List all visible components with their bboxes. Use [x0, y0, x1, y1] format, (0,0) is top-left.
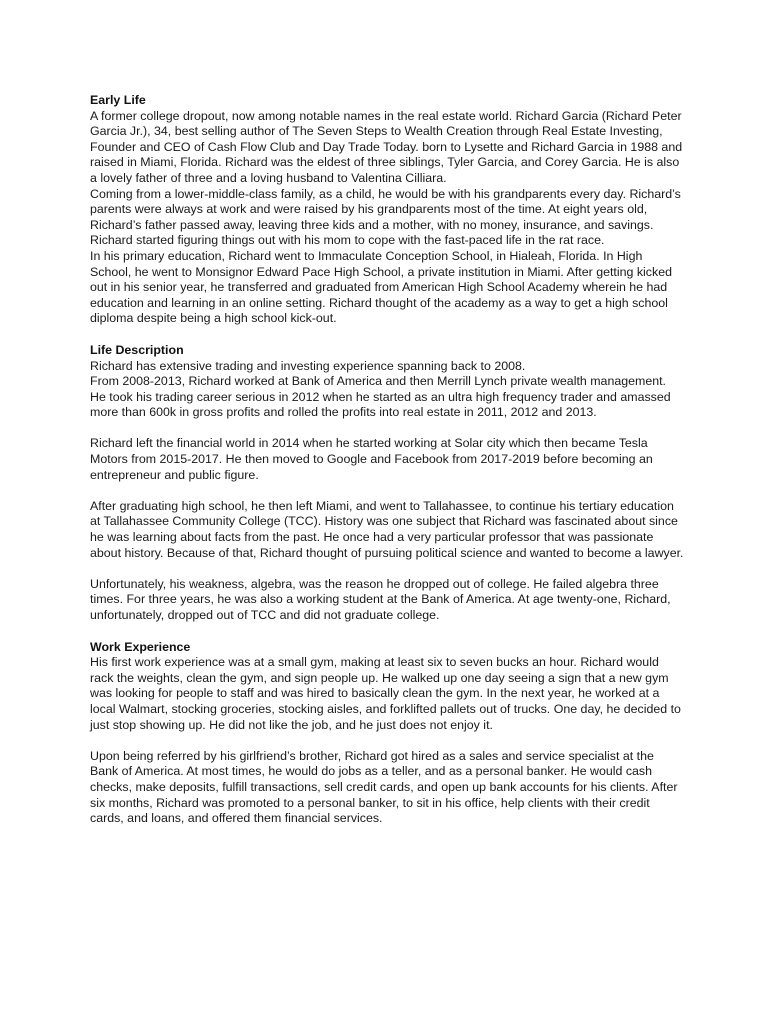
- section-work-experience: [90, 640, 685, 827]
- document-page: [90, 93, 685, 843]
- paragraph: In his primary education, Richard went to Immaculate Conception School, in Hialeah, Florida. In High School, he went to Monsignor Edward Pace High School, a private institution in Miami. After getting kicked out in his senior year, he transferred and graduated from American High School Academy wherein he had education and learning in an online setting. Richard thought of the academy as a way to get a high school diploma despite being a high school kick-out.: [90, 248, 672, 326]
- section-heading: Life Description: [90, 342, 184, 357]
- paragraph: From 2008-2013, Richard worked at Bank of America and then Merrill Lynch private wealth management. He took his trading career serious in 2012 when he started as an ultra high frequency trader and amassed more than 600k in gross profits and rolled the profits into real estate in 2011, 2012 and 2013.: [90, 374, 671, 420]
- section-heading: Early Life: [90, 93, 146, 107]
- paragraph: Upon being referred by his girlfriend’s brother, Richard got hired as a sales and service specialist at the Bank of America. At most times, he would do jobs as a teller, and as a personal banker. He would cash checks, make deposits, fulfill transactions, sell credit cards, and open up bank accounts for his clients. After six months, Richard was promoted to a personal banker, to sit in his office, help clients with their credit cards, and loans, and offered them financial services.: [90, 748, 678, 826]
- paragraph: Richard has extensive trading and investing experience spanning back to 2008.: [90, 358, 526, 373]
- section-life-description: [90, 343, 685, 624]
- paragraph: Unfortunately, his weakness, algebra, was the reason he dropped out of college. He failed algebra three times. For three years, he was also a working student at the Bank of America. At age twenty-one, Richard, unfortunately, dropped out of TCC and did not graduate college.: [90, 576, 671, 622]
- paragraph: After graduating high school, he then left Miami, and went to Tallahassee, to continue his tertiary education at Tallahassee Community College (TCC). History was one subject that Richard was fascinated about since he was learning about facts from the past. He once had a very particular professor that was passionate about history. Because of that, Richard thought of pursuing political science and wanted to become a lawyer.: [90, 498, 684, 560]
- paragraph: His first work experience was at a small gym, making at least six to seven bucks an hour. Richard would rack the weights, clean the gym, and sign people up. He walked up one day seeing a sign that a new gym was looking for people to staff and was hired to basically clean the gym. In the next year, he worked at a local Walmart, stocking groceries, stocking aisles, and forklifted pallets out of trucks. One day, he decided to just stop showing up. He did not like the job, and he just does not enjoy it.: [90, 655, 681, 732]
- paragraph: Coming from a lower-middle-class family, as a child, he would be with his grandparents every day. Richard’s parents were always at work and were raised by his grandparents most of the time. At eight years old, Richard’s father passed away, leaving three kids and a mother, with no money, insurance, and savings. Richard started figuring things out with his mom to cope with the fast-paced life in the rat race.: [90, 186, 681, 248]
- section-early-life: [90, 93, 685, 327]
- paragraph: A former college dropout, now among notable names in the real estate world. Richard Garcia (Richard Peter Garcia Jr.), 34, best selling author of The Seven Steps to Wealth Creation through Real Estate Investing, Founder and CEO of Cash Flow Club and Day Trade Today. born to Lysette and Richard Garcia in 1988 and raised in Miami, Florida. Richard was the eldest of three siblings, Tyler Garcia, and Corey Garcia. He is also a lovely father of three and a loving husband to Valentina Cilliara.: [90, 108, 683, 185]
- section-heading: Work Experience: [90, 639, 191, 654]
- paragraph: Richard left the financial world in 2014 when he started working at Solar city which then became Tesla Motors from 2015-2017. He then moved to Google and Facebook from 2017-2019 before becoming an entrepreneur and public figure.: [90, 436, 653, 482]
